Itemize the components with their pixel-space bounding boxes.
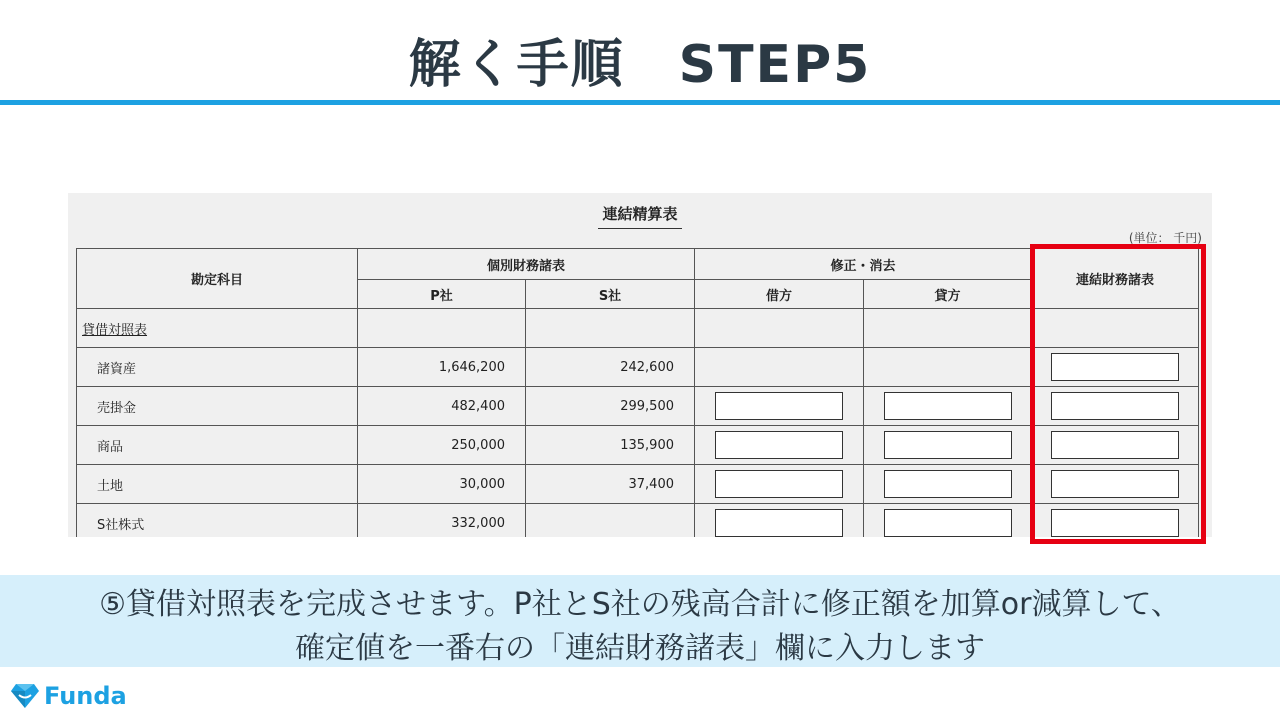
- worksheet-title-text: 連結精算表: [598, 203, 681, 229]
- s-company-value: 299,500: [526, 387, 695, 426]
- s-company-value: 37,400: [526, 465, 695, 504]
- diamond-logo-icon: [10, 683, 40, 709]
- p-company-value: 30,000: [358, 465, 526, 504]
- account-name: 商品: [77, 426, 358, 465]
- credit-input[interactable]: [884, 392, 1012, 420]
- credit-input[interactable]: [884, 509, 1012, 537]
- s-company-value: 242,600: [526, 348, 695, 387]
- debit-input[interactable]: [715, 470, 843, 498]
- account-name: 売掛金: [77, 387, 358, 426]
- header-credit: 貸方: [864, 280, 1032, 309]
- s-company-value: 135,900: [526, 426, 695, 465]
- header-account: 勘定科目: [77, 249, 358, 309]
- account-name: S社株式: [77, 504, 358, 538]
- p-company-value: 250,000: [358, 426, 526, 465]
- account-name: 諸資産: [77, 348, 358, 387]
- caption-line-2: 確定値を一番右の「連結財務諸表」欄に入力します: [295, 631, 985, 666]
- consolidated-column-highlight: [1030, 244, 1206, 544]
- header-adjustments: 修正・消去: [695, 249, 1032, 280]
- header-consolidated: 連結財務諸表: [1032, 249, 1199, 309]
- s-company-value: [526, 504, 695, 538]
- brand-name: Funda: [44, 682, 127, 710]
- unit-note: (単位： 千円): [1128, 231, 1202, 245]
- title-underline: [0, 100, 1280, 105]
- p-company-value: 1,646,200: [358, 348, 526, 387]
- p-company-value: 482,400: [358, 387, 526, 426]
- debit-input[interactable]: [715, 509, 843, 537]
- worksheet-title: [68, 203, 1212, 229]
- credit-input[interactable]: [884, 431, 1012, 459]
- header-s-company: S社: [526, 280, 695, 309]
- section-label: 貸借対照表: [77, 309, 358, 348]
- header-debit: 借方: [695, 280, 864, 309]
- account-name: 土地: [77, 465, 358, 504]
- debit-input[interactable]: [715, 431, 843, 459]
- header-individual: 個別財務諸表: [358, 249, 695, 280]
- brand-logo: [10, 682, 127, 710]
- debit-input[interactable]: [715, 392, 843, 420]
- slide-title: 解く手順 STEP5: [408, 35, 872, 95]
- p-company-value: 332,000: [358, 504, 526, 538]
- caption-line-1: ⑤貸借対照表を完成させます。P社とS社の残高合計に修正額を加算or減算して、: [99, 587, 1181, 622]
- header-p-company: P社: [358, 280, 526, 309]
- credit-input[interactable]: [884, 470, 1012, 498]
- caption-band: [0, 575, 1280, 667]
